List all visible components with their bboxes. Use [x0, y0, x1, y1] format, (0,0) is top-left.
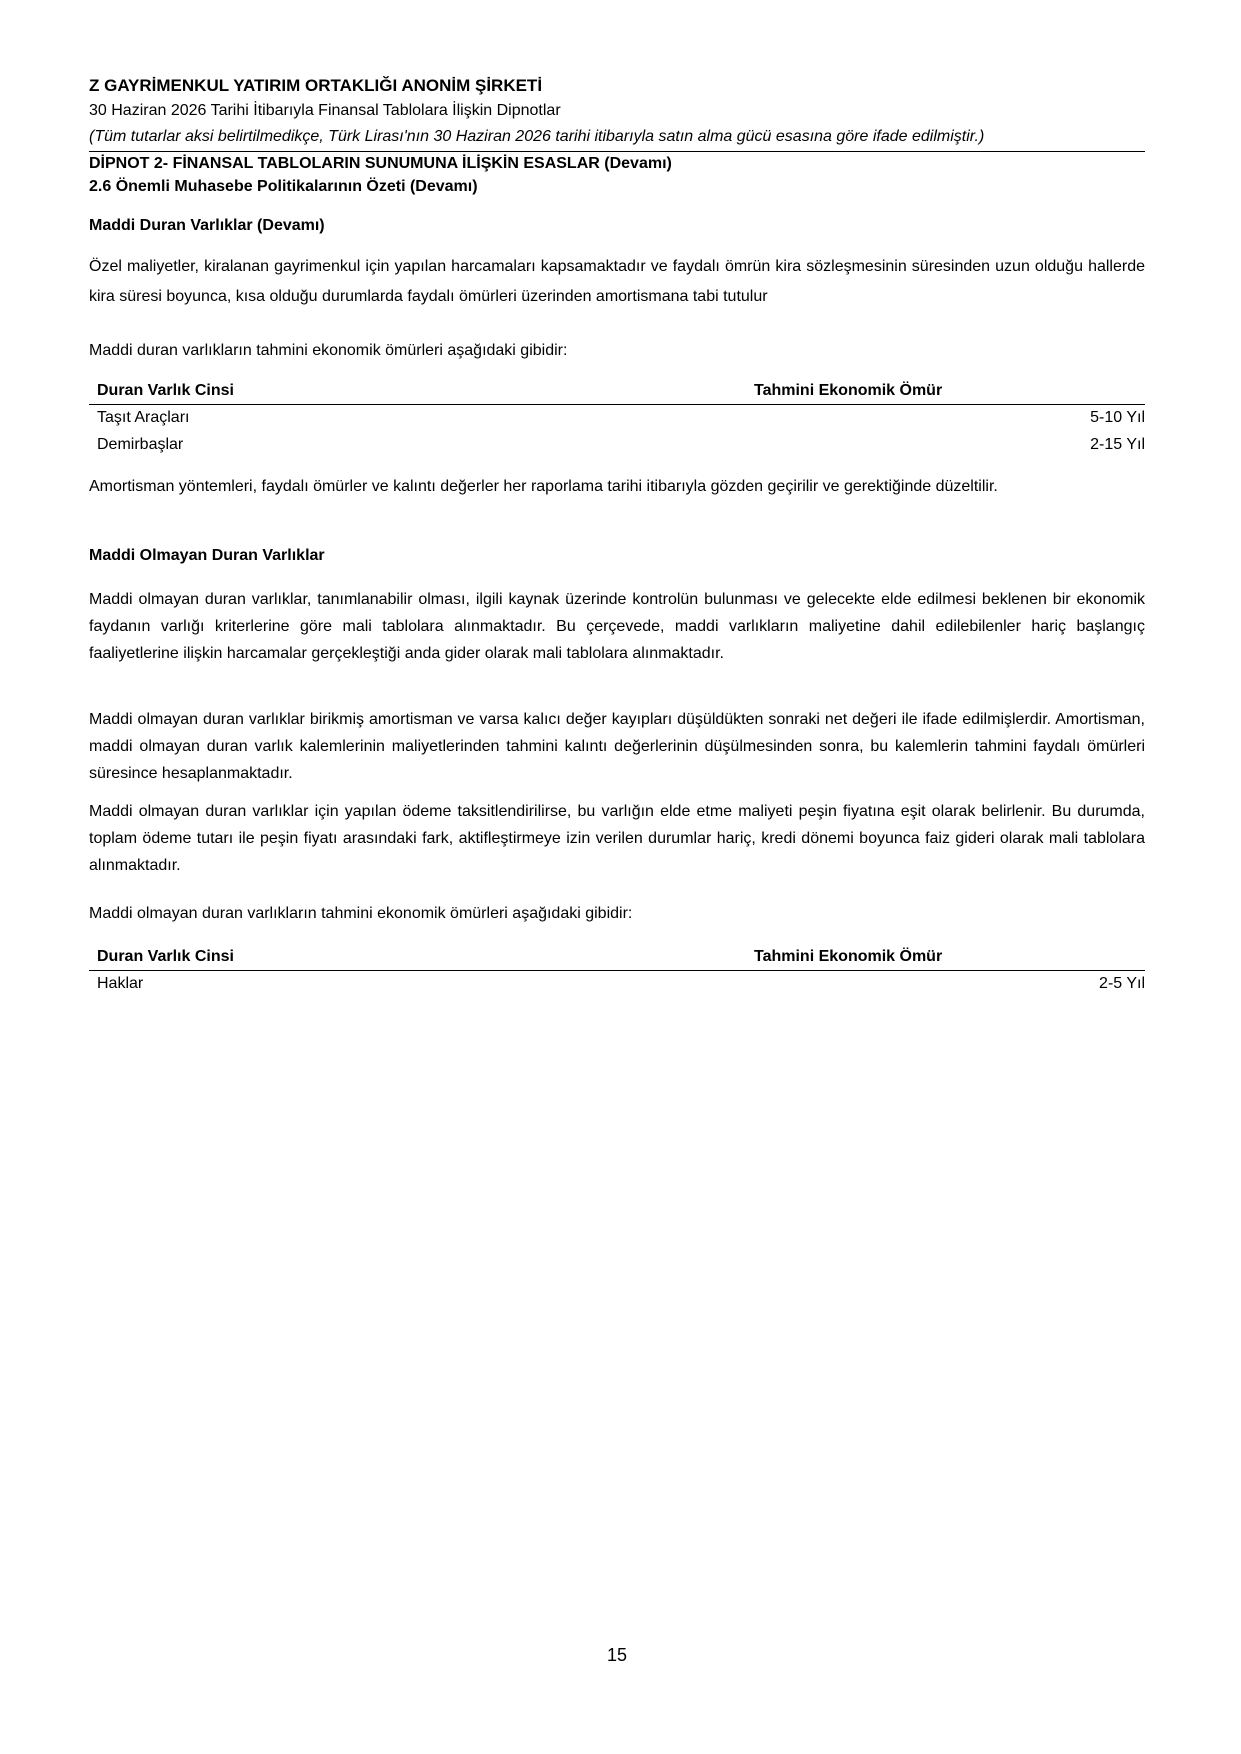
asset-type-cell: Haklar [97, 975, 144, 992]
tangible-paragraph-2: Maddi duran varlıkların tahmini ekonomik ömürleri aşağıdaki gibidir: [89, 342, 568, 359]
intangible-paragraph-2: Maddi olmayan duran varlıklar birikmiş amortisman ve varsa kalıcı değer kayıpları düşüldükten sonraki net değeri ile ifade edilmişlerdir. Amortisman, maddi olmayan duran varlık kalemlerinin maliyetlerinden tahmini kalıntı değerlerinin düşülmesinden sonra, bu kalemlerin tahmini faydalı ömürleri süresince hesaplanmaktadır. [89, 711, 1145, 782]
company-name: Z GAYRİMENKUL YATIRIM ORTAKLIĞI ANONİM ŞİRKETİ [89, 76, 543, 95]
intangible-useful-life-table [89, 946, 1145, 998]
tangible-useful-life-table [89, 380, 1145, 459]
intangible-paragraph-4: Maddi olmayan duran varlıkların tahmini ekonomik ömürleri aşağıdaki gibidir: [89, 905, 633, 922]
currency-note: (Tüm tutarlar aksi belirtilmedikçe, Türk Lirası'nın 30 Haziran 2026 tarihi itibarıyla satın alma gücü esasına göre ifade edilmiştir.) [89, 128, 985, 145]
tangible-paragraph-1: Özel maliyetler, kiralanan gayrimenkul için yapılan harcamaları kapsamaktadır ve faydalı ömrün kira sözleşmesinin süresinden uzun olduğu hallerde kira süresi boyunca, kısa olduğu durumlarda faydalı ömürleri üzerinden amortismana tabi tutulur [89, 258, 1145, 305]
tangible-assets-heading: Maddi Duran Varlıklar (Devamı) [89, 217, 325, 234]
report-subtitle: 30 Haziran 2026 Tarihi İtibarıyla Finansal Tablolara İlişkin Dipnotlar [89, 102, 561, 119]
header-divider [89, 151, 1145, 152]
asset-type-cell: Demirbaşlar [97, 436, 184, 453]
asset-type-cell: Taşıt Araçları [97, 409, 190, 426]
intangible-paragraph-1: Maddi olmayan duran varlıklar, tanımlanabilir olması, ilgili kaynak üzerinde kontrolün bulunması ve gelecekte elde edilmesi beklenen bir ekonomik faydanın varlığı kriterlerine göre mali tablolara alınmaktadır. Bu çerçevede, maddi varlıkların maliyetine dahil edilebilenler hariç başlangıç faaliyetlerine ilişkin harcamalar gerçekleştiği anda gider olarak mali tablolara alınmaktadır. [89, 591, 1145, 662]
column-header-asset-type: Duran Varlık Cinsi [97, 948, 234, 965]
table-header [89, 380, 1145, 405]
useful-life-cell: 5-10 Yıl [1090, 409, 1145, 426]
note-title: DİPNOT 2- FİNANSAL TABLOLARIN SUNUMUNA İLİŞKİN ESASLAR (Devamı) [89, 155, 672, 172]
table-row [89, 405, 1145, 432]
column-header-useful-life: Tahmini Ekonomik Ömür [754, 948, 943, 965]
table-header [89, 946, 1145, 971]
useful-life-cell: 2-5 Yıl [1099, 975, 1145, 992]
intangible-assets-heading: Maddi Olmayan Duran Varlıklar [89, 547, 325, 564]
intangible-paragraph-3: Maddi olmayan duran varlıklar için yapılan ödeme taksitlendirilirse, bu varlığın elde etme maliyeti peşin fiyatına eşit olarak belirlenir. Bu durumda, toplam ödeme tutarı ile peşin fiyatı arasındaki fark, aktifleştirmeye izin verilen durumlar hariç, kredi dönemi boyunca faiz gideri olarak mali tablolara alınmaktadır. [89, 803, 1145, 874]
page-number: 15 [606, 1645, 628, 1665]
column-header-asset-type: Duran Varlık Cinsi [97, 382, 234, 399]
tangible-paragraph-3: Amortisman yöntemleri, faydalı ömürler ve kalıntı değerler her raporlama tarihi itibarıyla gözden geçirilir ve gerektiğinde düzeltilir. [89, 478, 998, 495]
table-row [89, 971, 1145, 998]
useful-life-cell: 2-15 Yıl [1090, 436, 1145, 453]
section-heading: 2.6 Önemli Muhasebe Politikalarının Özeti (Devamı) [89, 178, 478, 195]
column-header-useful-life: Tahmini Ekonomik Ömür [754, 382, 943, 399]
table-row [89, 432, 1145, 459]
